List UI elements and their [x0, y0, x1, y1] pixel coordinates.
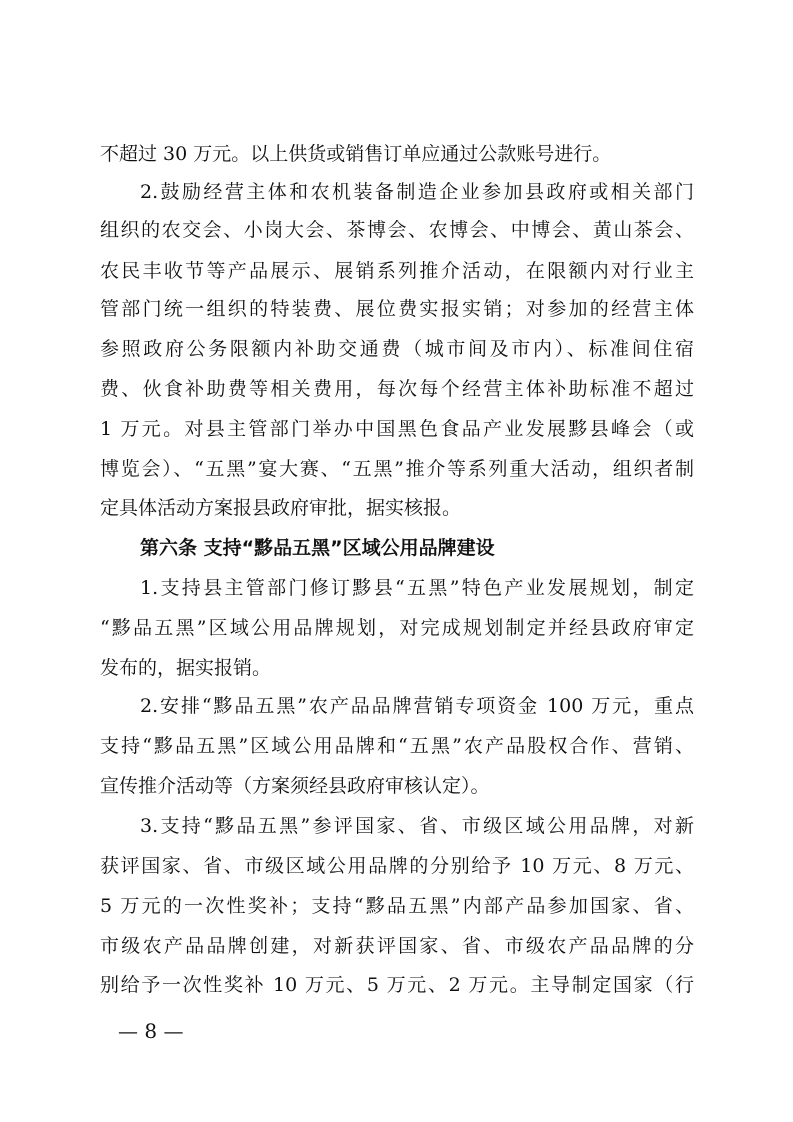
text-line: 2.鼓励经营主体和农机装备制造企业参加县政府或相关部门 — [140, 181, 694, 203]
section-heading: 第六条 支持“黟品五黑”区域公用品牌建设 — [140, 537, 495, 559]
text-line: 博览会）、“五黑”宴大赛、“五黑”推介等系列重大活动，组织者制 — [100, 458, 694, 480]
text-line: “黟品五黑”区域公用品牌规划，对完成规划制定并经县政府审定 — [100, 617, 694, 639]
text-line: 不超过 30 万元。以上供货或销售订单应通过公款账号进行。 — [100, 143, 612, 165]
page-number: — 8 — — [118, 1019, 184, 1043]
text-line: 管部门统一组织的特装费、展位费实报实销；对参加的经营主体 — [100, 298, 694, 320]
text-line: 宣传推介活动等（方案须经县政府审核认定）。 — [100, 775, 490, 797]
text-line: 别给予一次性奖补 10 万元、5 万元、2 万元。主导制定国家（行 — [100, 974, 694, 996]
text-line: 费、伙食补助费等相关费用，每次每个经营主体补助标准不超过 — [100, 378, 694, 400]
text-line: 组织的农交会、小岗大会、茶博会、农博会、中博会、黄山茶会、 — [100, 219, 694, 241]
text-line: 农民丰收节等产品展示、展销系列推介活动，在限额内对行业主 — [100, 260, 694, 282]
text-line: 3.支持“黟品五黑”参评国家、省、市级区域公用品牌，对新 — [140, 815, 694, 837]
text-line: 获评国家、省、市级区域公用品牌的分别给予 10 万元、8 万元、 — [100, 855, 694, 877]
text-line: 1.支持县主管部门修订黟县“五黑”特色产业发展规划，制定 — [140, 577, 694, 599]
text-line: 2.安排“黟品五黑”农产品品牌营销专项资金 100 万元，重点 — [140, 695, 694, 717]
text-line: 定具体活动方案报县政府审批，据实核报。 — [100, 497, 462, 519]
text-line: 发布的，据实报销。 — [100, 657, 272, 679]
text-line: 参照政府公务限额内补助交通费（城市间及市内）、标准间住宿 — [100, 338, 694, 360]
text-line: 5 万元的一次性奖补；支持“黟品五黑”内部产品参加国家、省、 — [100, 895, 694, 917]
text-line: 1 万元。对县主管部门举办中国黑色食品产业发展黟县峰会（或 — [100, 418, 694, 440]
text-line: 市级农产品品牌创建，对新获评国家、省、市级农产品品牌的分 — [100, 935, 694, 957]
text-line: 支持“黟品五黑”区域公用品牌和“五黑”农产品股权合作、营销、 — [100, 735, 694, 757]
